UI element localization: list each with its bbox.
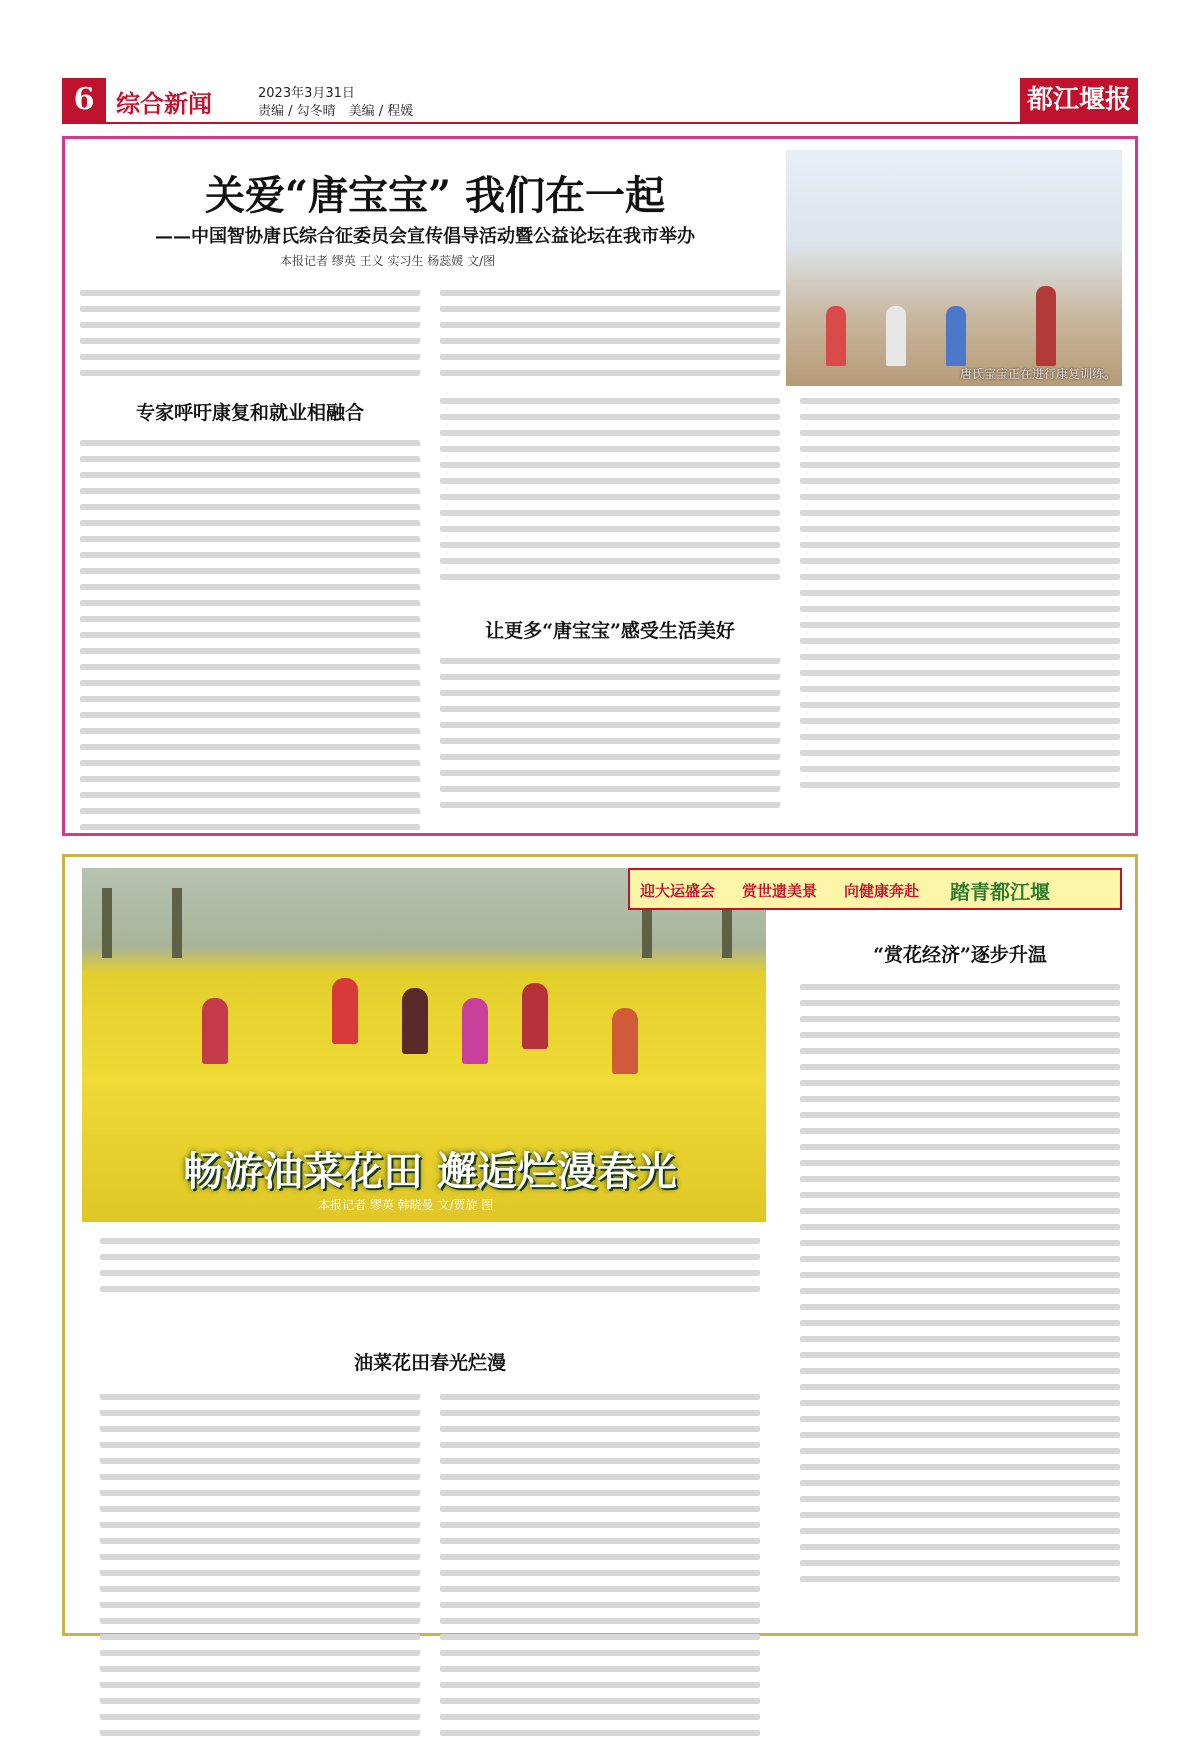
body-text-placeholder xyxy=(100,1238,760,1302)
photo-figure xyxy=(202,998,228,1064)
photo-figure xyxy=(522,983,548,1049)
banner-phrase: 向健康奔赴 xyxy=(844,882,920,900)
rehab-training-photo xyxy=(786,150,1122,386)
banner-slogan: 踏青都江堰 xyxy=(950,880,1050,904)
top-subheadline: ——中国智协唐氏综合征委员会宣传倡导活动暨公益论坛在我市举办 xyxy=(155,226,695,247)
bottom-byline: 本报记者 缪英 韩晓曼 文/贾旋 图 xyxy=(318,1198,494,1212)
body-text-placeholder xyxy=(800,984,1120,1592)
photo-tree xyxy=(102,888,112,958)
issue-date: 2023年3月31日 xyxy=(258,86,355,101)
campaign-banner xyxy=(628,868,1122,910)
photo-figure xyxy=(462,998,488,1064)
photo-caption: 唐氏宝宝正在进行康复训练。 xyxy=(959,367,1116,381)
top-subhead-1: 专家呼吁康复和就业相融合 xyxy=(135,402,364,424)
editor-credits: 责编 / 勾冬晴 美编 / 程媛 xyxy=(258,104,414,119)
body-text-placeholder xyxy=(800,398,1120,798)
photo-figure xyxy=(1036,286,1056,366)
photo-figure xyxy=(886,306,906,366)
top-byline: 本报记者 缪英 王义 实习生 杨蕊媛 文/图 xyxy=(280,254,496,268)
photo-figure xyxy=(612,1008,638,1074)
bottom-subhead-1: “赏花经济”逐步升温 xyxy=(873,944,1047,966)
body-text-placeholder xyxy=(100,1394,420,1746)
section-name: 综合新闻 xyxy=(116,89,212,118)
photo-tree xyxy=(172,888,182,958)
body-text-placeholder xyxy=(440,290,780,386)
body-text-placeholder xyxy=(440,1394,760,1746)
body-text-placeholder xyxy=(440,658,780,818)
top-subhead-2: 让更多“唐宝宝”感受生活美好 xyxy=(485,620,735,642)
banner-phrase: 迎大运盛会 xyxy=(640,882,716,900)
body-text-placeholder xyxy=(80,440,420,840)
bottom-subhead-2: 油菜花田春光烂漫 xyxy=(353,1352,506,1374)
banner-phrase: 赏世遗美景 xyxy=(742,882,818,900)
page-number: 6 xyxy=(62,78,106,122)
top-headline: 关爱“唐宝宝” 我们在一起 xyxy=(205,172,665,219)
newspaper-logo: 都江堰报 xyxy=(1020,78,1138,122)
photo-figure xyxy=(332,978,358,1044)
body-text-placeholder xyxy=(80,290,420,386)
bottom-headline: 畅游油菜花田 邂逅烂漫春光 xyxy=(183,1148,677,1195)
body-text-placeholder xyxy=(440,398,780,590)
photo-figure xyxy=(946,306,966,366)
photo-figure xyxy=(402,988,428,1054)
page-header xyxy=(62,78,1138,124)
photo-figure xyxy=(826,306,846,366)
